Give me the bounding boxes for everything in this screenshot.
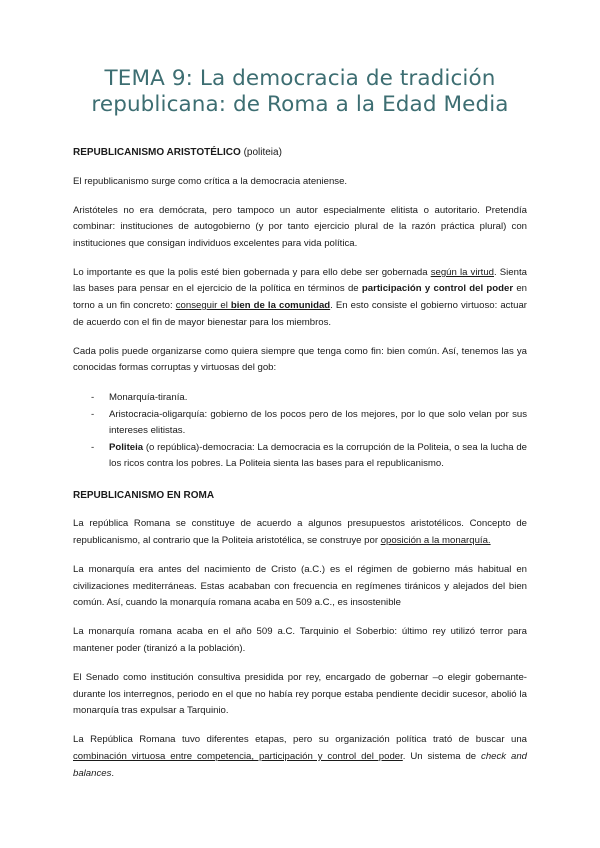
list-dash: - xyxy=(91,408,95,420)
page-title xyxy=(73,0,527,118)
text-run: en torno a un fin concreto: xyxy=(73,283,528,312)
text-run: La república Romana se constituye de acuerdo a algunos presupuestos aristotélicos. Concepto de republicanismo, al contrario que la Politeia aristotélica, se construye por xyxy=(73,518,527,546)
list-item-text: Monarquía-tiranía. xyxy=(109,391,188,403)
underlined-text: combinación virtuosa entre competencia, participación y control del poder xyxy=(73,750,403,762)
paragraph: Aristóteles no era demócrata, pero tampoco un autor especialmente elitista o autoritario. Pretendía combinar: instituciones de autogobierno (y por tanto ejercicio plural de la razón práctica plural) con instituciones que consigan individuos excelentes para vida política. xyxy=(73,204,527,249)
title-line-2: republicana: de Roma a la Edad Media xyxy=(91,92,509,117)
list-item xyxy=(73,390,527,407)
underlined-text: conseguir el xyxy=(175,300,231,312)
text-run: Lo importante es que la polis esté bien gobernada y para ello debe ser gobernada xyxy=(73,266,431,278)
paragraph: El Senado como institución consultiva presidida por rey, encargado de gobernar –o elegir gobernante- durante los interregnos, periodo en el que no había rey porque estaba pendiente decidir sucesor, abolió la monarquía tras expulsar a Tarquinio. xyxy=(73,672,527,717)
paragraph xyxy=(73,516,527,549)
text-run: . xyxy=(111,767,115,779)
underlined-text: oposición a la monarquía. xyxy=(380,535,491,546)
title-line-1: TEMA 9: La democracia de tradición xyxy=(104,66,496,91)
italic-text: check and balances xyxy=(73,750,527,779)
bold-text: participación y control del poder xyxy=(361,283,514,295)
text-run: . Un sistema de xyxy=(402,750,482,762)
bold-text: Politeia xyxy=(109,441,144,453)
text-run: . Sienta las bases para pensar en el ejercicio de la política en términos de xyxy=(73,266,527,295)
paragraph xyxy=(73,732,527,782)
paragraph: La monarquía era antes del nacimiento de Cristo (a.C.) es el régimen de gobierno más habitual en civilizaciones mediterráneas. Estas acababan con frecuencia en regímenes tiránicos y alejados del bien común. Así, cuando la monarquía romana acaba en 509 a.C., es insostenible xyxy=(73,564,527,609)
section-heading-note: (politeia) xyxy=(240,147,282,158)
list-item xyxy=(73,440,527,473)
paragraph: La monarquía romana acaba en el año 509 a.C. Tarquinio el Soberbio: último rey utilizó terror para mantener poder (tiranizó a la población). xyxy=(73,626,527,654)
list-dash: - xyxy=(91,441,95,453)
section-heading-text: REPUBLICANISMO ARISTOTÉLICO xyxy=(73,147,241,158)
section-heading-roma: REPUBLICANISMO EN ROMA xyxy=(73,489,215,501)
paragraph: Cada polis puede organizarse como quiera siempre que tenga como fin: bien común. Así, tenemos las ya conocidas formas corruptas y virtuosas del gob: xyxy=(73,345,527,374)
section-heading-aristotelico xyxy=(73,145,527,161)
underlined-text: según la virtud xyxy=(430,266,494,278)
list-item-text: Aristocracia-oligarquía: gobierno de los pocos pero de los mejores, por lo que solo velan por sus intereses elitistas. xyxy=(109,408,527,437)
list-item xyxy=(73,407,527,440)
list-dash: - xyxy=(91,391,95,403)
text-run: . En esto consiste el gobierno virtuoso: actuar de acuerdo con el fin de mayor bienestar para los miembros. xyxy=(73,300,527,328)
list-item-text: (o república)-democracia: La democracia es la corrupción de la Politeia, o sea la lucha de los ricos contra los pobres. La Politeia sienta las bases para el republicanismo. xyxy=(109,441,527,470)
forms-of-government-list xyxy=(73,390,527,473)
paragraph xyxy=(73,265,527,331)
paragraph: El republicanismo surge como crítica a la democracia ateniense. xyxy=(73,175,348,187)
bold-underlined-text: bien de la comunidad xyxy=(230,300,331,312)
text-run: La República Romana tuvo diferentes etapas, pero su organización política trató de buscar una xyxy=(73,734,527,746)
